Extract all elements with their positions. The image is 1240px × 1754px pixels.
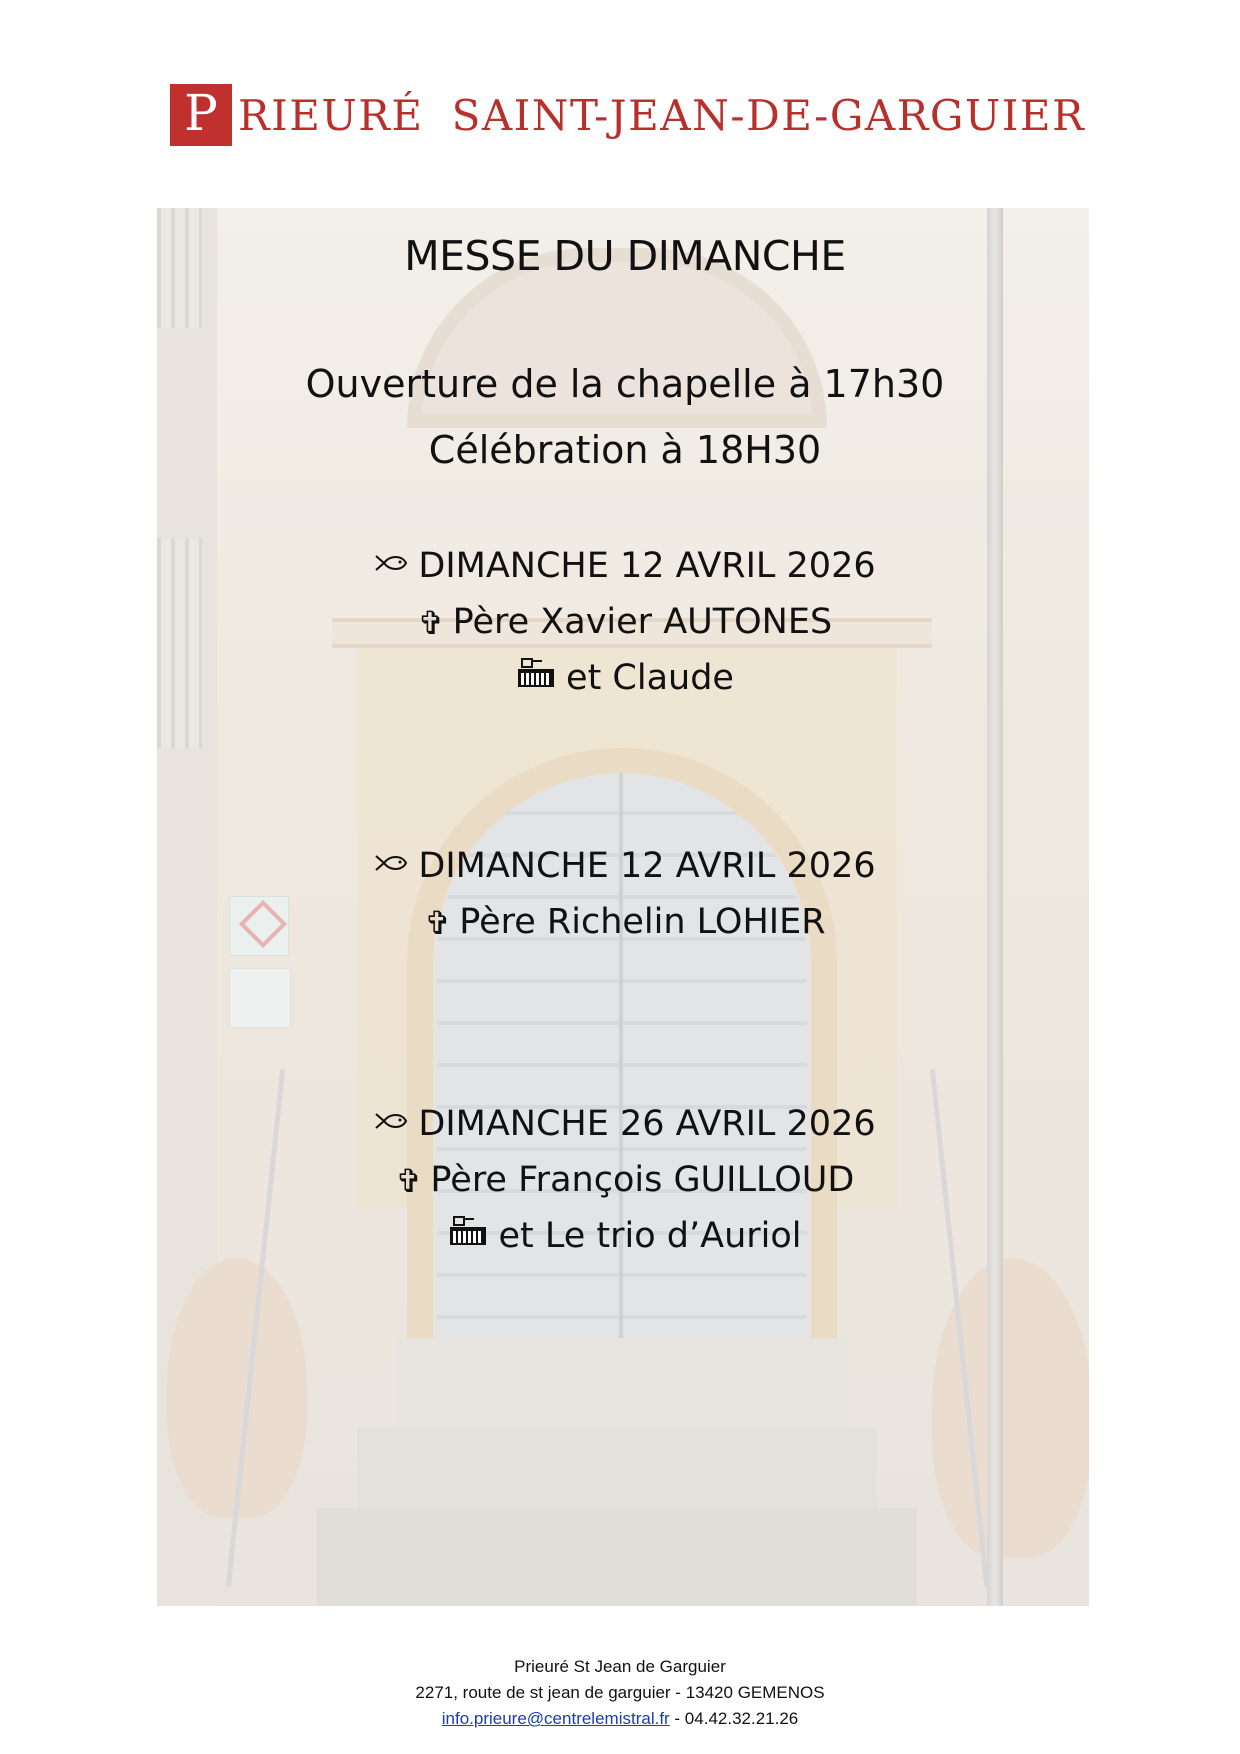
logo-word-prieure: RIEURÉ	[238, 90, 424, 140]
celebration-time: Célébration à 18H30	[428, 428, 822, 472]
footer-contact	[0, 1706, 1240, 1732]
email-link[interactable]: info.prieure@centrelemistral.fr	[441, 1709, 670, 1728]
event-3-date: DIMANCHE 26 AVRIL 2026	[0, 1104, 1240, 1144]
event-1-music: et Claude	[0, 658, 1240, 698]
fish-icon	[374, 854, 408, 872]
event-3-priest: ✞ Père François GUILLOUD	[395, 1160, 855, 1200]
footer	[0, 1654, 1240, 1732]
footer-address: 2271, route de st jean de garguier - 13420 GEMENOS	[415, 1683, 825, 1702]
fish-icon	[374, 1112, 408, 1130]
footer-phone: - 04.42.32.21.26	[669, 1709, 799, 1728]
cross-icon: ✞	[417, 604, 445, 642]
event-2-priest: ✞ Père Richelin LOHIER	[424, 902, 826, 942]
cross-icon: ✞	[395, 1162, 423, 1200]
opening-time: Ouverture de la chapelle à 17h30	[305, 362, 945, 406]
event-1-date: DIMANCHE 12 AVRIL 2026	[0, 546, 1240, 586]
event-3-music: et Le trio d’Auriol	[0, 1216, 1240, 1256]
event-2-date: DIMANCHE 12 AVRIL 2026	[0, 846, 1240, 886]
piano-icon	[516, 657, 556, 689]
page-title: MESSE DU DIMANCHE	[404, 232, 846, 280]
event-1-priest: ✞ Père Xavier AUTONES	[417, 602, 833, 642]
fish-icon	[374, 554, 408, 572]
logo-initial: P	[184, 84, 218, 142]
piano-icon	[448, 1215, 488, 1247]
footer-name: Prieuré St Jean de Garguier	[514, 1657, 726, 1676]
logo-word-saint-jean: SAINT-JEAN-DE-GARGUIER	[451, 90, 1086, 140]
cross-icon: ✞	[424, 904, 452, 942]
